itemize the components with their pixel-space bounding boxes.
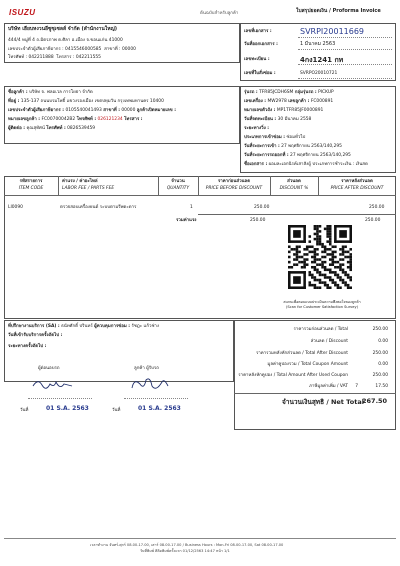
total-value: 250.00: [372, 327, 388, 332]
vehicle-regdate-label: วันที่จดทะเบียน :: [244, 117, 277, 122]
total-label: ราคาหลังหักคูปอง / Total Amount After Used Coupon: [238, 373, 348, 378]
customer-tax-label: เลขประจำตัวผู้เสียภาษีอากร :: [8, 108, 65, 113]
company-address: 444/4 หมู่ที่ 4 ถ.มิตรภาพ ต.ศิลา อ.เมือง จ.ขอนแก่น 41000: [8, 38, 123, 43]
header-price-th: ราคาก่อนส่วนลด: [217, 179, 251, 184]
total-label: ราคารวมก่อนส่วนลด / Total: [293, 327, 348, 332]
sign-staff-label: ลูกค้า ผู้รับรถ: [134, 366, 159, 371]
qr-caption-en: (Scan for Customer Satisfaction Survey): [285, 305, 359, 309]
table-row: [4, 205, 396, 213]
vehicle-regdate-row: [244, 117, 311, 122]
header-desc-th: ค่าแรง / ค่าอะไหล่: [62, 179, 98, 184]
company-branch-label: สาขาที่ :: [104, 47, 121, 52]
row-price: 250.00: [254, 205, 270, 210]
vehicle-regdate: 30 มีนาคม 2558: [277, 117, 312, 122]
customer-contact-row: [8, 126, 95, 131]
sa-label: ที่ปรึกษางานบริการ (SA) :: [8, 324, 60, 329]
divider: [298, 78, 392, 79]
vehicle-insurance: ซ่อมทั่วไป: [286, 135, 306, 140]
sa-name: ธนัทศักดิ์ ปรินทร์: [61, 324, 93, 329]
customer-name-row: [8, 90, 93, 95]
company-phone-label: โทรศัพท์ :: [8, 55, 28, 60]
row-desc: ตรวจสอบเครื่องยนต์ ระบบตามรีพดะดาร: [60, 205, 137, 210]
header-price-en: PRICE BEFORE DISCOUNT: [205, 186, 263, 192]
approver-label: ผู้ควบคุมการซ่อม :: [94, 324, 131, 329]
header-net-th: ราคาหลังส่วนลด: [341, 179, 373, 184]
table-header-net: [318, 179, 396, 191]
customer-phone1: FC00700042B2: [41, 117, 76, 122]
total-value: 250.00: [372, 373, 388, 378]
customer-addr-label: ที่อยู่ :: [8, 99, 20, 104]
table-header-disc: [270, 179, 318, 191]
vehicle-customer-no: FC000891: [310, 99, 334, 104]
approver-name: รัชฎะ แก้วช่าง: [131, 324, 160, 329]
vehicle-mileage-label: ระยะทางวิ่ง :: [244, 126, 270, 131]
header-disc-th: ส่วนลด: [287, 179, 301, 184]
header-qty-th: จำนวน: [171, 179, 185, 184]
subtotal-net: 250.00: [365, 218, 381, 223]
table-header-code: [4, 179, 58, 191]
copy-note: ต้นฉบับสำหรับลูกค้า: [200, 11, 239, 16]
company-name: บริษัท เฮียบหงวนอีซูซุเซลส์ จำกัด (สำนักงานใหญ่): [8, 26, 118, 32]
footer-print: วันที่พิมพ์ ศิลิดพิมพ์ครั้งแรก 01/12/2563 14:47 หน้า 1/1: [140, 549, 230, 553]
company-tax-id: 0415546000585: [65, 47, 102, 52]
vehicle-note-label: ชื่อเอกสาร :: [244, 162, 268, 167]
vehicle-out-label: วันที่ระยะการรถออกที่ :: [244, 153, 289, 158]
table-header-divider: [4, 195, 396, 196]
customer-branch2-label: ลูกค้าเปิดหมายเลข :: [136, 108, 176, 113]
vehicle-insurance-label: ประเภทการเข้าซ่อม :: [244, 135, 286, 140]
company-branch: 00000: [121, 47, 136, 52]
customer-addr-row: [8, 99, 164, 104]
next-label: ระยะทางครั้งถัดไป :: [8, 344, 47, 349]
subtotal-label: รวมค่าแรง: [176, 218, 197, 223]
date-label-1: วันที่: [20, 408, 29, 413]
customer-name: บริษัท จ. ฟลอเวล การโยธา จำกัด: [29, 90, 93, 95]
customer-fax-label: โทรสาร :: [124, 117, 143, 122]
total-value: 17.50: [375, 384, 388, 389]
vehicle-engine: MW2978: [267, 99, 287, 104]
vehicle-model: TFR85JCDH6SM: [259, 90, 294, 95]
vehicle-group-label: กลุ่มรุ่นรถ :: [294, 90, 317, 95]
company-fax-label: โทรสาร :: [56, 55, 75, 60]
vehicle-out-row: [244, 153, 351, 158]
doc-date: 1 มีนาคม 2563: [300, 41, 336, 47]
sign-customer-label: ผู้ต่อนอบรถ: [38, 366, 60, 371]
net-divider: [234, 393, 396, 394]
sa-row: [8, 324, 159, 329]
vehicle-in-row: [244, 144, 342, 149]
vehicle-model-row: [244, 90, 334, 95]
customer-name-label: ชื่อลูกค้า :: [8, 90, 28, 95]
vehicle-engine-label: เลขเครื่อง :: [244, 99, 267, 104]
total-value: 0.00: [378, 362, 388, 367]
vehicle-model-label: รุ่นรถ :: [244, 90, 258, 95]
header-code-en: ITEM CODE: [18, 186, 44, 192]
customer-contact-phone-label: โทรศัพท์ :: [46, 126, 66, 131]
vehicle-chassis: MP1TFR85JF0000891: [276, 108, 324, 113]
customer-tax-row: [8, 108, 176, 113]
plate-label: เลขทะเบียน :: [244, 57, 270, 62]
signature-box: [4, 320, 234, 382]
row-code: LI0090: [8, 205, 23, 210]
inspect-row: [8, 333, 62, 338]
doc-date-label: วันที่ออกเอกสาร :: [244, 42, 278, 47]
inspect-label: วันที่เข้ารับบริการครั้งถัดไป :: [8, 333, 63, 338]
divider: [298, 64, 392, 65]
header-desc-en: LABOR FEE / PARTS FEE: [62, 186, 115, 192]
customer-branch-label: สาขาที่ :: [103, 108, 120, 113]
customer-addr: 135-137 ถนนบรมโพธิ์ แขวงรองเมือง เขตปทุมวัน กรุงเทพมหานคร 10400: [20, 99, 164, 104]
document-title: ใบสรุปยอดเงิน / Proforma Invoice: [296, 8, 381, 14]
vehicle-group: PICKUP: [318, 90, 334, 95]
row-qty: 1: [190, 205, 193, 210]
vehicle-in-date: 27 พฤศจิกายน 2563/140,295: [281, 144, 342, 149]
table-header-price: [198, 179, 270, 191]
table-header-desc: [58, 179, 158, 191]
divider: [298, 37, 392, 38]
footer-hours: เวลาทำงาน จันทร์-ศุกร์ 08.00-17.00, เสาร์ 08.00-17.00 / Business Hours : Mon-Fri 08.00-17.00, Sat 08.00-17.00: [90, 543, 284, 547]
customer-phone2: 026121234: [97, 117, 123, 122]
total-label: ส่วนลด / Discount: [310, 339, 348, 344]
qr-caption-th: สแกนเพื่อตอบแบบประเมินความพึงพอใจของลูกค้า: [283, 300, 361, 304]
signature-line: [124, 398, 188, 399]
customer-phone2-label: โทรศัพท์ :: [76, 117, 97, 122]
subtotal-divider: [198, 214, 396, 215]
order-label: เลขที่ใบสั่งซ่อม :: [244, 71, 276, 76]
total-value: 250.00: [372, 351, 388, 356]
row-net: 250.00: [369, 205, 385, 210]
stamp-date-2: 01 S.A. 2563: [138, 405, 181, 412]
customer-branch: 00000: [121, 108, 136, 113]
survey-qr-code: [288, 225, 352, 289]
total-label: ภาษีมูลค่าเพิ่ม / VAT: [309, 384, 348, 389]
net-total-value: 267.50: [362, 397, 388, 405]
header-net-en: PRICE AFTER DISCOUNT: [330, 186, 384, 192]
vehicle-chassis-label: หมายเลขตัวถัง :: [244, 108, 276, 113]
vehicle-note: ผอมละเอกนิรค์เสาสังผู้ ประเภทการชำระเงิน : เงินสด: [268, 162, 368, 167]
next-row: [8, 344, 46, 349]
header-disc-en: DISCOUNT %: [279, 186, 309, 192]
net-total-label: จำนวนเงินสุทธิ / Net Total: [282, 398, 364, 406]
company-phone: 042211888: [28, 55, 54, 60]
vehicle-out-date: 27 พฤศจิกายน 2563/140,295: [290, 153, 351, 158]
footer-divider: [4, 538, 396, 539]
company-tax: [8, 47, 136, 52]
date-label-2: วันที่: [112, 408, 121, 413]
total-label: มูลค่าคูปองรวม / Total Coupon Amount: [267, 362, 348, 367]
total-label: ราคารวมหลังหักส่วนลด / Total After Discount: [255, 351, 348, 356]
signature-line: [28, 398, 92, 399]
customer-phone1-label: หมายเลขลูกค้า :: [8, 117, 41, 122]
customer-contact-label: ผู้ติดต่อ :: [8, 126, 26, 131]
doc-no: SVRPI20011669: [300, 27, 365, 36]
header-qty-en: QUANTITY: [166, 186, 190, 192]
staff-signature: [128, 374, 178, 396]
customer-contact-phone: 0826539459: [67, 126, 96, 131]
order: SVRPO20010721: [300, 71, 338, 76]
vehicle-note-row: [244, 162, 368, 167]
vehicle-mileage-row: [244, 126, 269, 131]
doc-no-label: เลขที่เอกสาร :: [244, 29, 272, 34]
customer-contact: คุณสุทัศน์: [26, 126, 45, 131]
header-code-th: รหัสรายการ: [19, 179, 43, 184]
company-tax-label: เลขประจำตัวผู้เสียภาษีอากร :: [8, 47, 64, 52]
vehicle-insurance-row: [244, 135, 305, 140]
total-value: 0.00: [378, 339, 388, 344]
customer-tax-id: 0105540041493: [65, 108, 102, 113]
isuzu-logo: ISUZU: [9, 8, 36, 17]
customer-signature: [30, 376, 80, 396]
company-fax: 042211555: [75, 55, 101, 60]
company-contact: [8, 55, 101, 60]
vat-rate: 7: [355, 384, 358, 389]
vehicle-customer-no-label: เลขลูกค้า :: [288, 99, 310, 104]
vehicle-in-label: วันที่ระยะการเข้า :: [244, 144, 280, 149]
subtotal-price: 250.00: [250, 218, 266, 223]
divider: [298, 49, 392, 50]
table-header-qty: [158, 179, 198, 191]
vehicle-engine-row: [244, 99, 333, 104]
customer-phone-row: [8, 117, 142, 122]
stamp-date-1: 01 S.A. 2563: [46, 405, 89, 412]
plate: 4กง1241 กท: [300, 56, 344, 64]
vehicle-chassis-row: [244, 108, 323, 113]
